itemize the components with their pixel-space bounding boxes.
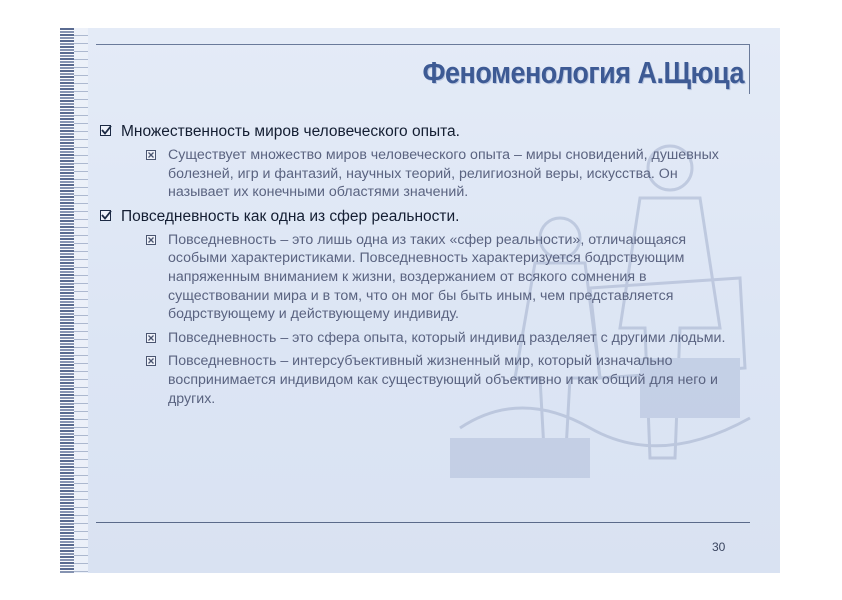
sub-bullet-text: Повседневность – это лишь одна из таких «сфер реальности», отличающаяся особыми характеристиками. Повседневность характеризуется бодрствующим напряженным вниманием к жизни, воздержанием от всякого сомнения в существовании мира и в том, что он мог бы быть иным, чем представляется бодрствующему и действующему индивиду. (168, 231, 687, 323)
checkbox-x-icon (146, 150, 156, 160)
checkbox-checked-icon (100, 210, 111, 221)
sub-bullet-item (146, 231, 750, 324)
sub-bullets-2 (146, 231, 750, 408)
bottom-divider (96, 522, 750, 523)
sub-bullet-text: Повседневность – это сфера опыта, который индивид разделяет с другими людьми. (168, 329, 726, 346)
slide (60, 28, 780, 573)
sub-bullet-item (146, 329, 750, 348)
title-vertical-divider (749, 44, 750, 94)
bullet-point-2 (100, 207, 750, 227)
checkbox-checked-icon (100, 125, 111, 136)
checkbox-x-icon (146, 356, 156, 366)
bullet-point-text: Множественность миров человеческого опыта. (121, 123, 460, 140)
checkbox-x-icon (146, 333, 156, 343)
decorative-stripe-bar (60, 28, 88, 573)
slide-title: Феноменология А.Щюца (422, 56, 744, 90)
sub-bullet-item (146, 352, 750, 408)
slide-content (100, 122, 750, 413)
bullet-point-text: Повседневность как одна из сфер реальности. (121, 207, 460, 225)
sub-bullet-text: Существует множество миров человеческого опыта – миры сновидений, душевных болезней, игр и фантазий, научных теорий, религиозной веры, искусства. Он называет их конечными областями значений. (168, 147, 719, 201)
top-divider (96, 44, 750, 45)
sub-bullet-item (146, 146, 750, 202)
sub-bullets-1 (146, 146, 750, 202)
sub-bullet-text: Повседневность – интерсубъективный жизненный мир, который изначально воспринимается индивидом как существующий объективно и как общий для него и других. (168, 353, 718, 407)
bullet-point-1 (100, 122, 750, 142)
page-number: 30 (712, 540, 726, 554)
checkbox-x-icon (146, 235, 156, 245)
